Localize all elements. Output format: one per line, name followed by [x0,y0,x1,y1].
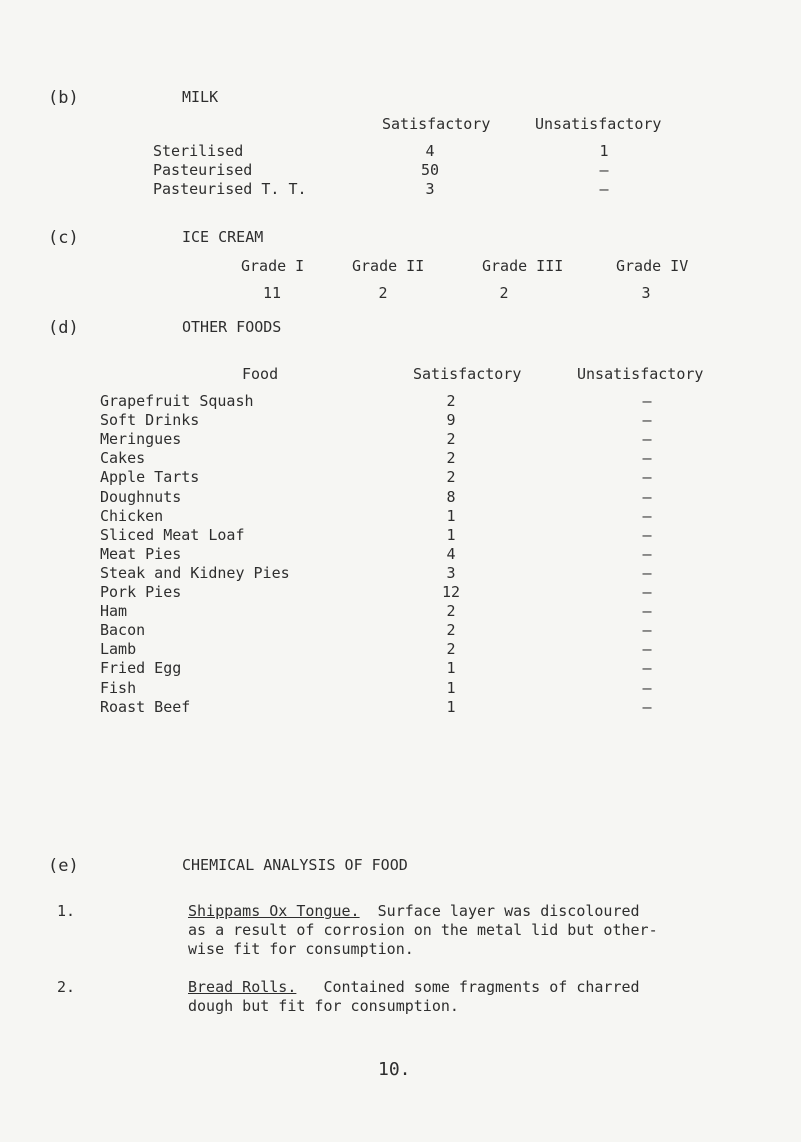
food-row-sat: 2 [446,640,456,658]
food-row-name: Meringues [100,430,182,448]
chemical-item-line2: as a result of corrosion on the metal lid but other- [188,921,658,939]
milk-row-unsat: 1 [599,142,609,160]
food-row-name: Steak and Kidney Pies [100,564,290,582]
food-row-unsat: – [642,621,652,639]
ice-cream-grade-label: Grade II [352,257,425,275]
ice-cream-heading: ICE CREAM [182,228,264,246]
food-row-sat: 8 [446,488,456,506]
food-row-name: Ham [100,602,128,620]
food-row-name: Pork Pies [100,583,182,601]
food-row-name: Grapefruit Squash [100,392,254,410]
food-row-unsat: – [642,392,652,410]
food-row-sat: 2 [446,602,456,620]
food-row-unsat: – [642,488,652,506]
food-row-sat: 9 [446,411,456,429]
food-row-unsat: – [642,468,652,486]
milk-row-unsat: – [599,180,609,198]
chemical-item-title: Bread Rolls. [188,978,297,996]
ice-cream-grade-value: 2 [378,284,388,302]
milk-row-name: Pasteurised [153,161,253,179]
food-row-unsat: – [642,507,652,525]
food-row-name: Fish [100,679,137,697]
food-row-name: Meat Pies [100,545,182,563]
ice-cream-grade-value: 3 [641,284,651,302]
food-row-sat: 2 [446,621,456,639]
section-d-marker: (d) [48,318,79,338]
page-number: 10. [378,1059,411,1080]
food-row-name: Apple Tarts [100,468,200,486]
ice-cream-grade-label: Grade III [482,257,564,275]
food-row-unsat: – [642,449,652,467]
food-row-name: Bacon [100,621,146,639]
food-row-sat: 1 [446,507,456,525]
milk-row-sat: 4 [425,142,435,160]
milk-row-name: Sterilised [153,142,244,160]
chemical-item-text: Surface layer was discoloured [377,902,640,920]
milk-heading: MILK [182,88,219,106]
milk-row-sat: 3 [425,180,435,198]
food-row-unsat: – [642,430,652,448]
ice-cream-grade-label: Grade IV [616,257,689,275]
foods-col-satisfactory: Satisfactory [413,365,522,383]
food-row-sat: 1 [446,526,456,544]
chemical-item-title: Shippams Ox Tongue. [188,902,360,920]
food-row-unsat: – [642,564,652,582]
chemical-item-line3: wise fit for consumption. [188,940,414,958]
food-row-sat: 3 [446,564,456,582]
food-row-unsat: – [642,602,652,620]
food-row-sat: 2 [446,449,456,467]
ice-cream-grade-label: Grade I [241,257,305,275]
chemical-item-number: 1. [57,902,76,920]
chemical-heading: CHEMICAL ANALYSIS OF FOOD [182,856,408,874]
food-row-unsat: – [642,545,652,563]
section-c-marker: (c) [48,228,79,248]
food-row-unsat: – [642,583,652,601]
food-row-unsat: – [642,698,652,716]
food-row-sat: 2 [446,392,456,410]
food-row-sat: 2 [446,468,456,486]
food-row-sat: 1 [446,698,456,716]
section-e-marker: (e) [48,856,79,876]
chemical-item-line1 [188,902,640,920]
food-row-name: Doughnuts [100,488,182,506]
milk-row-sat: 50 [420,161,440,179]
food-row-sat: 1 [446,679,456,697]
foods-col-unsatisfactory: Unsatisfactory [577,365,704,383]
food-row-name: Chicken [100,507,164,525]
chemical-item-line1 [188,978,640,996]
ice-cream-grade-value: 11 [262,284,282,302]
food-row-unsat: – [642,640,652,658]
food-row-unsat: – [642,526,652,544]
milk-col-satisfactory: Satisfactory [382,115,491,133]
food-row-name: Roast Beef [100,698,191,716]
food-row-unsat: – [642,679,652,697]
chemical-item-text: Contained some fragments of charred [323,978,640,996]
food-row-name: Lamb [100,640,137,658]
food-row-name: Sliced Meat Loaf [100,526,245,544]
food-row-name: Soft Drinks [100,411,200,429]
chemical-item-number: 2. [57,978,76,996]
food-row-sat: 4 [446,545,456,563]
milk-row-unsat: – [599,161,609,179]
other-foods-heading: OTHER FOODS [182,318,282,336]
food-row-unsat: – [642,411,652,429]
ice-cream-grade-value: 2 [499,284,509,302]
milk-col-unsatisfactory: Unsatisfactory [535,115,662,133]
food-row-unsat: – [642,659,652,677]
food-row-sat: 12 [441,583,461,601]
milk-row-name: Pasteurised T. T. [153,180,307,198]
food-row-sat: 1 [446,659,456,677]
foods-col-food: Food [242,365,279,383]
food-row-sat: 2 [446,430,456,448]
food-row-name: Cakes [100,449,146,467]
section-b-marker: (b) [48,88,79,108]
food-row-name: Fried Egg [100,659,182,677]
chemical-item-line2: dough but fit for consumption. [188,997,459,1015]
